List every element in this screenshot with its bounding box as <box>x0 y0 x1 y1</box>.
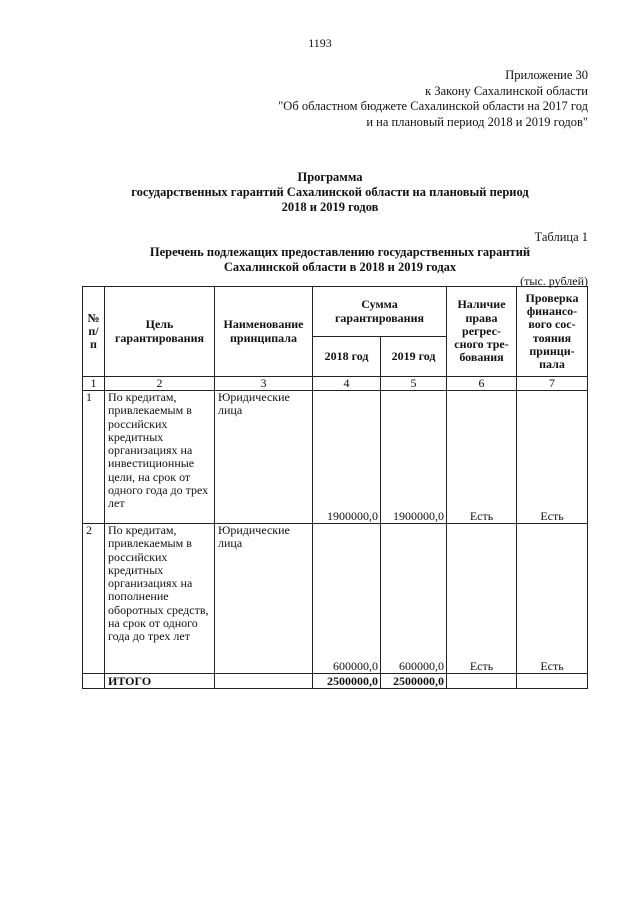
row-goal: По кредитам, привлекаемым в российских кредитных организациях на инвестиционные цели, на срок от одного года до трех лет <box>105 391 215 524</box>
total-empty-cell <box>83 674 105 689</box>
total-row <box>83 674 588 689</box>
program-title-line-2: государственных гарантий Сахалинской области на плановый период <box>131 185 529 199</box>
appendix-line-2: к Закону Сахалинской области <box>425 83 588 98</box>
total-empty-cell <box>517 674 588 689</box>
row-sum-2018: 600000,0 <box>313 524 381 674</box>
header-regress: Наличие права регрес-сного тре-бования <box>447 287 517 377</box>
program-title-line-1: Программа <box>297 170 363 184</box>
appendix-line-1: Приложение 30 <box>505 68 588 82</box>
total-sum-2019: 2500000,0 <box>381 674 447 689</box>
row-check: Есть <box>517 524 588 674</box>
table-row <box>83 524 588 674</box>
column-number: 6 <box>447 377 517 391</box>
table-row <box>83 391 588 524</box>
list-title-line-2: Сахалинской области в 2018 и 2019 годах <box>223 260 457 274</box>
row-sum-2019: 1900000,0 <box>381 391 447 524</box>
column-numbers-row <box>83 377 588 391</box>
total-empty-cell <box>447 674 517 689</box>
page-number: 1193 <box>308 36 332 50</box>
total-empty-cell <box>215 674 313 689</box>
list-title-line-1: Перечень подлежащих предоставлению государственных гарантий <box>149 245 531 259</box>
row-num: 1 <box>83 391 105 524</box>
list-title <box>60 245 620 275</box>
row-regress: Есть <box>447 524 517 674</box>
column-number: 5 <box>381 377 447 391</box>
total-sum-2018: 2500000,0 <box>313 674 381 689</box>
column-number: 1 <box>83 377 105 391</box>
guarantees-table <box>82 286 588 689</box>
column-number: 3 <box>215 377 313 391</box>
header-2018: 2018 год <box>313 337 381 377</box>
header-principal: Наименование принципала <box>215 287 313 377</box>
appendix-note <box>278 68 588 130</box>
header-goal: Цель гарантирования <box>105 287 215 377</box>
row-check: Есть <box>517 391 588 524</box>
header-2019: 2019 год <box>381 337 447 377</box>
row-sum-2018: 1900000,0 <box>313 391 381 524</box>
program-title <box>60 170 600 215</box>
appendix-line-4: и на плановый период 2018 и 2019 годов" <box>366 114 588 129</box>
appendix-line-3: "Об областном бюджете Сахалинской области на 2017 год <box>278 99 588 113</box>
header-sum: Сумма гарантирования <box>313 287 447 337</box>
total-label: ИТОГО <box>105 674 215 689</box>
program-title-line-3: 2018 и 2019 годов <box>281 200 379 214</box>
column-number: 7 <box>517 377 588 391</box>
column-number: 4 <box>313 377 381 391</box>
row-sum-2019: 600000,0 <box>381 524 447 674</box>
units-label: (тыс. рублей) <box>520 274 588 288</box>
header-check: Проверка финансо-вого сос-тояния принци-пала <box>517 287 588 377</box>
row-num: 2 <box>83 524 105 674</box>
header-num: № п/п <box>83 287 105 377</box>
row-goal: По кредитам, привлекаемым в российских кредитных организациях на пополнение оборотных средств, на срок от одного года до трех лет <box>105 524 215 674</box>
row-principal: Юридические лица <box>215 524 313 674</box>
row-regress: Есть <box>447 391 517 524</box>
column-number: 2 <box>105 377 215 391</box>
row-principal: Юридические лица <box>215 391 313 524</box>
table-label: Таблица 1 <box>534 230 588 244</box>
